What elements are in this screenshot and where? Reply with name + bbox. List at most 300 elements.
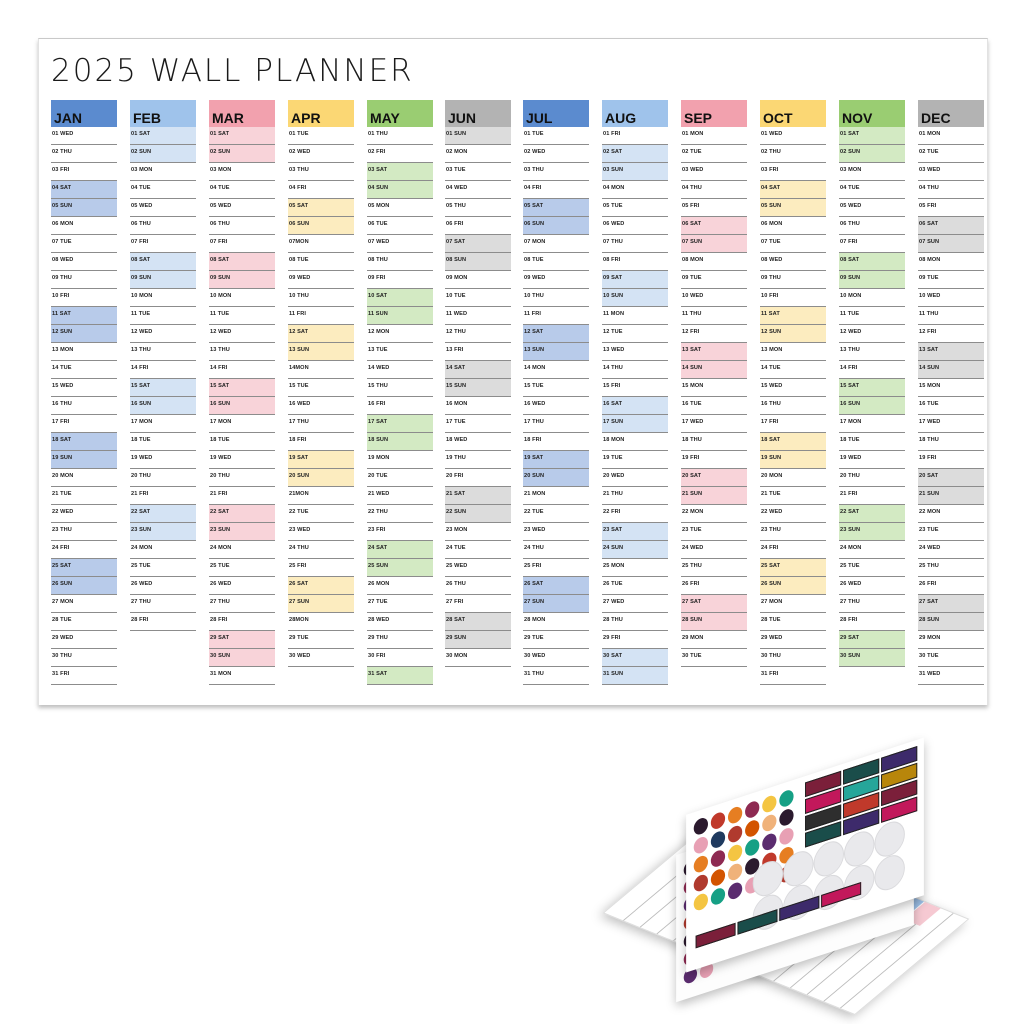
day-label: 18 THU <box>682 437 702 443</box>
day-label: 18 SUN <box>368 437 389 443</box>
day-row <box>760 631 826 649</box>
day-label: 16 TUE <box>919 401 939 407</box>
round-sticker <box>728 805 742 825</box>
day-label: 23 FRI <box>368 527 386 533</box>
day-label: 14 SUN <box>919 365 940 371</box>
day-label: 18 THU <box>919 437 939 443</box>
day-label: 08 MON <box>919 257 941 263</box>
day-label: 24 WED <box>682 545 704 551</box>
day-label: 22 WED <box>52 509 74 515</box>
day-row <box>839 343 905 361</box>
day-label: 10 MON <box>131 293 153 299</box>
round-sticker <box>711 848 725 868</box>
day-label: 17 MON <box>840 419 862 425</box>
day-label: 11 SAT <box>52 311 71 317</box>
day-row <box>523 469 589 487</box>
day-row <box>839 181 905 199</box>
day-label: 09 SAT <box>603 275 623 281</box>
month-header <box>209 100 275 127</box>
month-name: DEC <box>921 110 951 126</box>
day-label: 12 MON <box>368 329 390 335</box>
day-row <box>288 415 354 433</box>
day-label: 05 WED <box>210 203 232 209</box>
day-row <box>681 415 747 433</box>
month-jan <box>51 100 117 685</box>
round-sticker <box>728 862 742 882</box>
day-row <box>209 145 275 163</box>
day-row <box>839 559 905 577</box>
day-row <box>760 541 826 559</box>
day-row <box>602 415 668 433</box>
day-label: 25 THU <box>682 563 702 569</box>
day-label: 29 WED <box>52 635 74 641</box>
day-row <box>602 487 668 505</box>
day-label: 26 THU <box>446 581 466 587</box>
day-label: 01 THU <box>368 131 388 137</box>
day-label: 25 SAT <box>761 563 781 569</box>
day-label: 20 SUN <box>524 473 545 479</box>
day-label: 27 SAT <box>682 599 702 605</box>
day-row <box>367 145 433 163</box>
month-header <box>367 100 433 127</box>
day-row <box>602 145 668 163</box>
day-label: 05 THU <box>446 203 466 209</box>
day-row <box>130 595 196 613</box>
day-row <box>523 613 589 631</box>
day-row <box>367 505 433 523</box>
day-label: 08 THU <box>368 257 388 263</box>
day-label: 22 MON <box>682 509 704 515</box>
day-label: 24 SUN <box>603 545 624 551</box>
day-row <box>760 469 826 487</box>
day-label: 18 TUE <box>210 437 230 443</box>
day-label: 20 WED <box>603 473 625 479</box>
day-row <box>445 415 511 433</box>
day-row <box>209 253 275 271</box>
day-label: 04 FRI <box>289 185 307 191</box>
day-row <box>51 379 117 397</box>
day-label: 08 SUN <box>446 257 467 263</box>
day-row <box>367 451 433 469</box>
day-label: 30 SUN <box>840 653 861 659</box>
day-label: 08 TUE <box>289 257 309 263</box>
round-sticker <box>711 867 725 887</box>
month-may <box>367 100 433 685</box>
day-label: 16 SUN <box>210 401 231 407</box>
day-row <box>523 541 589 559</box>
day-row <box>523 181 589 199</box>
day-row <box>288 361 354 379</box>
day-label: 02 MON <box>446 149 468 155</box>
day-row <box>760 397 826 415</box>
day-label: 07 TUE <box>761 239 781 245</box>
day-label: 02 SAT <box>603 149 623 155</box>
day-row <box>760 487 826 505</box>
day-row <box>51 577 117 595</box>
month-header <box>288 100 354 127</box>
day-row <box>288 505 354 523</box>
day-row <box>209 469 275 487</box>
day-row <box>288 343 354 361</box>
day-row <box>681 163 747 181</box>
day-label: 04 SAT <box>52 185 72 191</box>
blank-round-sticker <box>874 851 904 895</box>
day-row <box>602 577 668 595</box>
day-row <box>523 397 589 415</box>
day-row <box>51 595 117 613</box>
day-row <box>681 271 747 289</box>
day-label: 15 THU <box>368 383 388 389</box>
day-label: 21 FRI <box>131 491 149 497</box>
day-label: 28 WED <box>368 617 390 623</box>
day-row <box>760 307 826 325</box>
day-label: 14 FRI <box>210 365 228 371</box>
round-sticker <box>762 794 776 814</box>
day-row <box>918 217 984 235</box>
day-row <box>681 361 747 379</box>
day-label: 10 FRI <box>761 293 779 299</box>
day-label: 01 SAT <box>840 131 860 137</box>
day-label: 19 FRI <box>919 455 937 461</box>
day-label: 30 FRI <box>368 653 386 659</box>
day-row <box>681 595 747 613</box>
day-label: 27 FRI <box>446 599 464 605</box>
day-row <box>367 235 433 253</box>
round-sticker <box>779 807 793 827</box>
day-label: 22 SUN <box>446 509 467 515</box>
day-row <box>445 325 511 343</box>
day-row <box>51 469 117 487</box>
day-label: 06 THU <box>210 221 230 227</box>
day-row <box>288 433 354 451</box>
day-label: 07 SUN <box>919 239 940 245</box>
day-row <box>445 631 511 649</box>
day-row <box>367 469 433 487</box>
day-label: 08 TUE <box>524 257 544 263</box>
day-row <box>288 559 354 577</box>
day-row <box>209 163 275 181</box>
day-label: 11 MON <box>603 311 625 317</box>
day-row <box>681 631 747 649</box>
day-label: 24 THU <box>289 545 309 551</box>
day-label: 24 FRI <box>761 545 779 551</box>
day-row <box>445 433 511 451</box>
day-row <box>130 613 196 631</box>
day-row <box>523 163 589 181</box>
day-row <box>602 325 668 343</box>
day-row <box>523 235 589 253</box>
day-label: 11 WED <box>446 311 468 317</box>
round-sticker <box>694 816 708 836</box>
day-label: 10 WED <box>682 293 704 299</box>
day-row <box>367 181 433 199</box>
day-row <box>367 361 433 379</box>
day-label: 21MON <box>289 491 309 497</box>
month-mar <box>209 100 275 685</box>
day-label: 19 SUN <box>761 455 782 461</box>
day-row <box>681 199 747 217</box>
day-row <box>367 631 433 649</box>
day-label: 17 SUN <box>603 419 624 425</box>
day-row <box>445 379 511 397</box>
day-label: 16 MON <box>446 401 468 407</box>
day-row <box>523 487 589 505</box>
month-name: FEB <box>133 110 161 126</box>
day-row <box>681 325 747 343</box>
day-row <box>760 325 826 343</box>
month-feb <box>130 100 196 631</box>
blank-round-sticker <box>874 817 904 861</box>
day-label: 23 TUE <box>682 527 702 533</box>
day-row <box>839 595 905 613</box>
day-label: 29 SAT <box>210 635 230 641</box>
day-row <box>209 343 275 361</box>
day-row <box>288 217 354 235</box>
day-row <box>839 613 905 631</box>
day-label: 28 SUN <box>682 617 703 623</box>
day-row <box>288 163 354 181</box>
day-label: 08 WED <box>761 257 783 263</box>
day-row <box>367 595 433 613</box>
day-row <box>760 199 826 217</box>
day-label: 19 WED <box>131 455 153 461</box>
day-label: 09 SUN <box>131 275 152 281</box>
day-label: 27 WED <box>603 599 625 605</box>
day-label: 07 TUE <box>52 239 72 245</box>
day-row <box>130 505 196 523</box>
day-label: 22 TUE <box>289 509 309 515</box>
day-row <box>445 289 511 307</box>
day-label: 18 FRI <box>524 437 542 443</box>
day-row <box>288 307 354 325</box>
day-row <box>130 127 196 145</box>
month-name: MAY <box>370 110 400 126</box>
day-label: 28 MON <box>524 617 546 623</box>
day-label: 27 MON <box>52 599 74 605</box>
day-label: 18 TUE <box>840 437 860 443</box>
day-label: 17 MON <box>131 419 153 425</box>
day-label: 03 MON <box>131 167 153 173</box>
day-label: 30 THU <box>761 653 781 659</box>
day-label: 07 FRI <box>210 239 228 245</box>
day-row <box>209 415 275 433</box>
day-label: 12 TUE <box>603 329 623 335</box>
day-label: 15 MON <box>682 383 704 389</box>
day-label: 09 THU <box>52 275 72 281</box>
day-row <box>445 469 511 487</box>
day-row <box>445 541 511 559</box>
day-label: 23 TUE <box>919 527 939 533</box>
day-row <box>51 415 117 433</box>
day-label: 19 WED <box>210 455 232 461</box>
round-sticker <box>745 799 759 819</box>
day-row <box>209 667 275 685</box>
day-row <box>839 361 905 379</box>
day-row <box>681 649 747 667</box>
day-label: 15 TUE <box>524 383 544 389</box>
day-row <box>209 361 275 379</box>
day-label: 24 MON <box>840 545 862 551</box>
month-jun <box>445 100 511 667</box>
day-label: 27 SUN <box>524 599 545 605</box>
day-row <box>51 433 117 451</box>
month-apr <box>288 100 354 667</box>
day-row <box>209 451 275 469</box>
day-row <box>51 235 117 253</box>
day-label: 04 SUN <box>368 185 389 191</box>
day-label: 17 WED <box>682 419 704 425</box>
day-row <box>209 595 275 613</box>
day-label: 09 TUE <box>919 275 939 281</box>
day-row <box>839 271 905 289</box>
month-header <box>602 100 668 127</box>
day-row <box>523 415 589 433</box>
day-row <box>288 487 354 505</box>
day-row <box>839 487 905 505</box>
day-row <box>760 217 826 235</box>
day-label: 06 THU <box>840 221 860 227</box>
month-name: NOV <box>842 110 873 126</box>
day-label: 26 SAT <box>289 581 309 587</box>
month-header <box>130 100 196 127</box>
day-label: 13 SAT <box>682 347 702 353</box>
day-label: 04 MON <box>603 185 625 191</box>
day-row <box>51 325 117 343</box>
day-row <box>918 559 984 577</box>
day-row <box>681 145 747 163</box>
day-row <box>445 361 511 379</box>
day-label: 01 WED <box>761 131 783 137</box>
day-label: 29 MON <box>682 635 704 641</box>
day-label: 01 WED <box>52 131 74 137</box>
day-label: 01 TUE <box>289 131 309 137</box>
day-row <box>839 469 905 487</box>
day-row <box>51 181 117 199</box>
day-label: 08 SAT <box>210 257 230 263</box>
day-row <box>760 343 826 361</box>
day-label: 25 TUE <box>840 563 860 569</box>
day-row <box>681 289 747 307</box>
day-label: 06 TUE <box>368 221 388 227</box>
day-label: 24 MON <box>210 545 232 551</box>
day-row <box>445 217 511 235</box>
day-row <box>760 577 826 595</box>
month-name: AUG <box>605 110 637 126</box>
day-row <box>918 181 984 199</box>
day-label: 30 SAT <box>603 653 623 659</box>
day-row <box>839 127 905 145</box>
day-row <box>602 379 668 397</box>
day-label: 02 TUE <box>682 149 702 155</box>
month-sep <box>681 100 747 667</box>
day-label: 11 THU <box>919 311 939 317</box>
day-row <box>51 541 117 559</box>
day-label: 14 FRI <box>131 365 149 371</box>
day-row <box>839 235 905 253</box>
day-label: 02 TUE <box>919 149 939 155</box>
day-row <box>523 199 589 217</box>
day-row <box>288 289 354 307</box>
day-label: 27 SAT <box>919 599 939 605</box>
day-label: 05 TUE <box>603 203 623 209</box>
round-sticker <box>762 813 776 833</box>
day-label: 29 MON <box>919 635 941 641</box>
day-row <box>51 163 117 181</box>
day-row <box>918 343 984 361</box>
round-sticker <box>779 788 793 808</box>
day-row <box>367 649 433 667</box>
day-row <box>681 235 747 253</box>
day-label: 24 MON <box>131 545 153 551</box>
day-label: 12 WED <box>840 329 862 335</box>
day-row <box>51 361 117 379</box>
day-label: 28MON <box>289 617 309 623</box>
day-label: 08 FRI <box>603 257 621 263</box>
day-label: 22 THU <box>368 509 388 515</box>
day-row <box>523 145 589 163</box>
month-aug <box>602 100 668 685</box>
day-label: 21 FRI <box>840 491 858 497</box>
day-label: 26 WED <box>131 581 153 587</box>
day-label: 06 MON <box>52 221 74 227</box>
day-label: 01 SAT <box>210 131 230 137</box>
day-label: 11 SAT <box>761 311 780 317</box>
day-label: 22 MON <box>919 509 941 515</box>
day-row <box>760 253 826 271</box>
day-row <box>839 433 905 451</box>
day-row <box>918 595 984 613</box>
day-row <box>367 289 433 307</box>
day-row <box>602 505 668 523</box>
round-sticker <box>728 843 742 863</box>
day-label: 11 TUE <box>131 311 151 317</box>
day-label: 17 TUE <box>446 419 466 425</box>
day-label: 22 SAT <box>840 509 860 515</box>
day-row <box>51 307 117 325</box>
day-row <box>130 577 196 595</box>
day-row <box>51 397 117 415</box>
day-row <box>760 145 826 163</box>
day-row <box>602 541 668 559</box>
day-label: 31 THU <box>524 671 544 677</box>
day-row <box>367 577 433 595</box>
day-row <box>209 505 275 523</box>
day-row <box>839 307 905 325</box>
day-label: 16 FRI <box>368 401 386 407</box>
day-label: 05 FRI <box>682 203 700 209</box>
wall-planner-poster <box>38 38 988 705</box>
day-label: 07MON <box>289 239 309 245</box>
day-row <box>681 505 747 523</box>
day-label: 10 FRI <box>52 293 70 299</box>
day-label: 19 THU <box>446 455 466 461</box>
day-label: 26 TUE <box>603 581 623 587</box>
day-row <box>288 199 354 217</box>
day-row <box>130 253 196 271</box>
day-row <box>602 181 668 199</box>
day-row <box>288 271 354 289</box>
day-label: 21 THU <box>603 491 623 497</box>
day-row <box>130 307 196 325</box>
day-row <box>839 217 905 235</box>
day-label: 26 MON <box>368 581 390 587</box>
day-row <box>209 217 275 235</box>
day-row <box>130 415 196 433</box>
day-label: 01 FRI <box>603 131 621 137</box>
day-row <box>839 163 905 181</box>
day-row <box>839 379 905 397</box>
day-row <box>523 505 589 523</box>
